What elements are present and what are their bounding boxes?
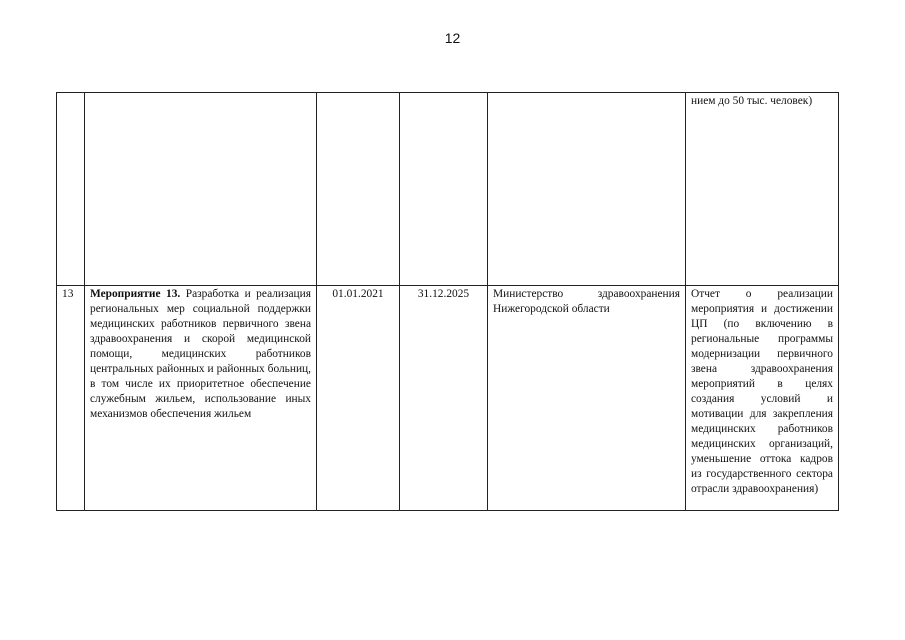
cell-executor: Министерство здравоохранения Нижегородской области [488,286,686,511]
measure-description: Разработка и реализация региональных мер социальной поддержки медицинских работников первичного звена здравоохранения и скорой медицинской помощи, медицинских работников центральных районных и районных больниц, в том числе их приоритетное обеспечение служебным жильем, использование иных механизмов обеспечения жильем [90,288,311,420]
cell-result: Отчет о реализации мероприятия и достижении ЦП (по включению в региональные программы модернизации первичного звена здравоохранения мероприятий в целях создания условий и мотивации для закрепления медицинских работников медицинских организаций, уменьшение оттока кадров из государственного сектора отрасли здравоохранения) [686,286,839,511]
cell-num: 13 [57,286,85,511]
cell-end-date: 31.12.2025 [400,286,488,511]
measures-table [56,92,839,511]
page-number: 12 [444,30,461,46]
table-row-13 [57,286,839,511]
cell-end-date [400,93,488,286]
cell-result: нием до 50 тыс. человек) [686,93,839,286]
cell-measure [85,286,317,511]
cell-start-date: 01.01.2021 [317,286,400,511]
cell-num [57,93,85,286]
table-row-continued [57,93,839,286]
cell-measure [85,93,317,286]
measure-title: Мероприятие 13. [90,288,181,300]
cell-start-date [317,93,400,286]
cell-executor [488,93,686,286]
